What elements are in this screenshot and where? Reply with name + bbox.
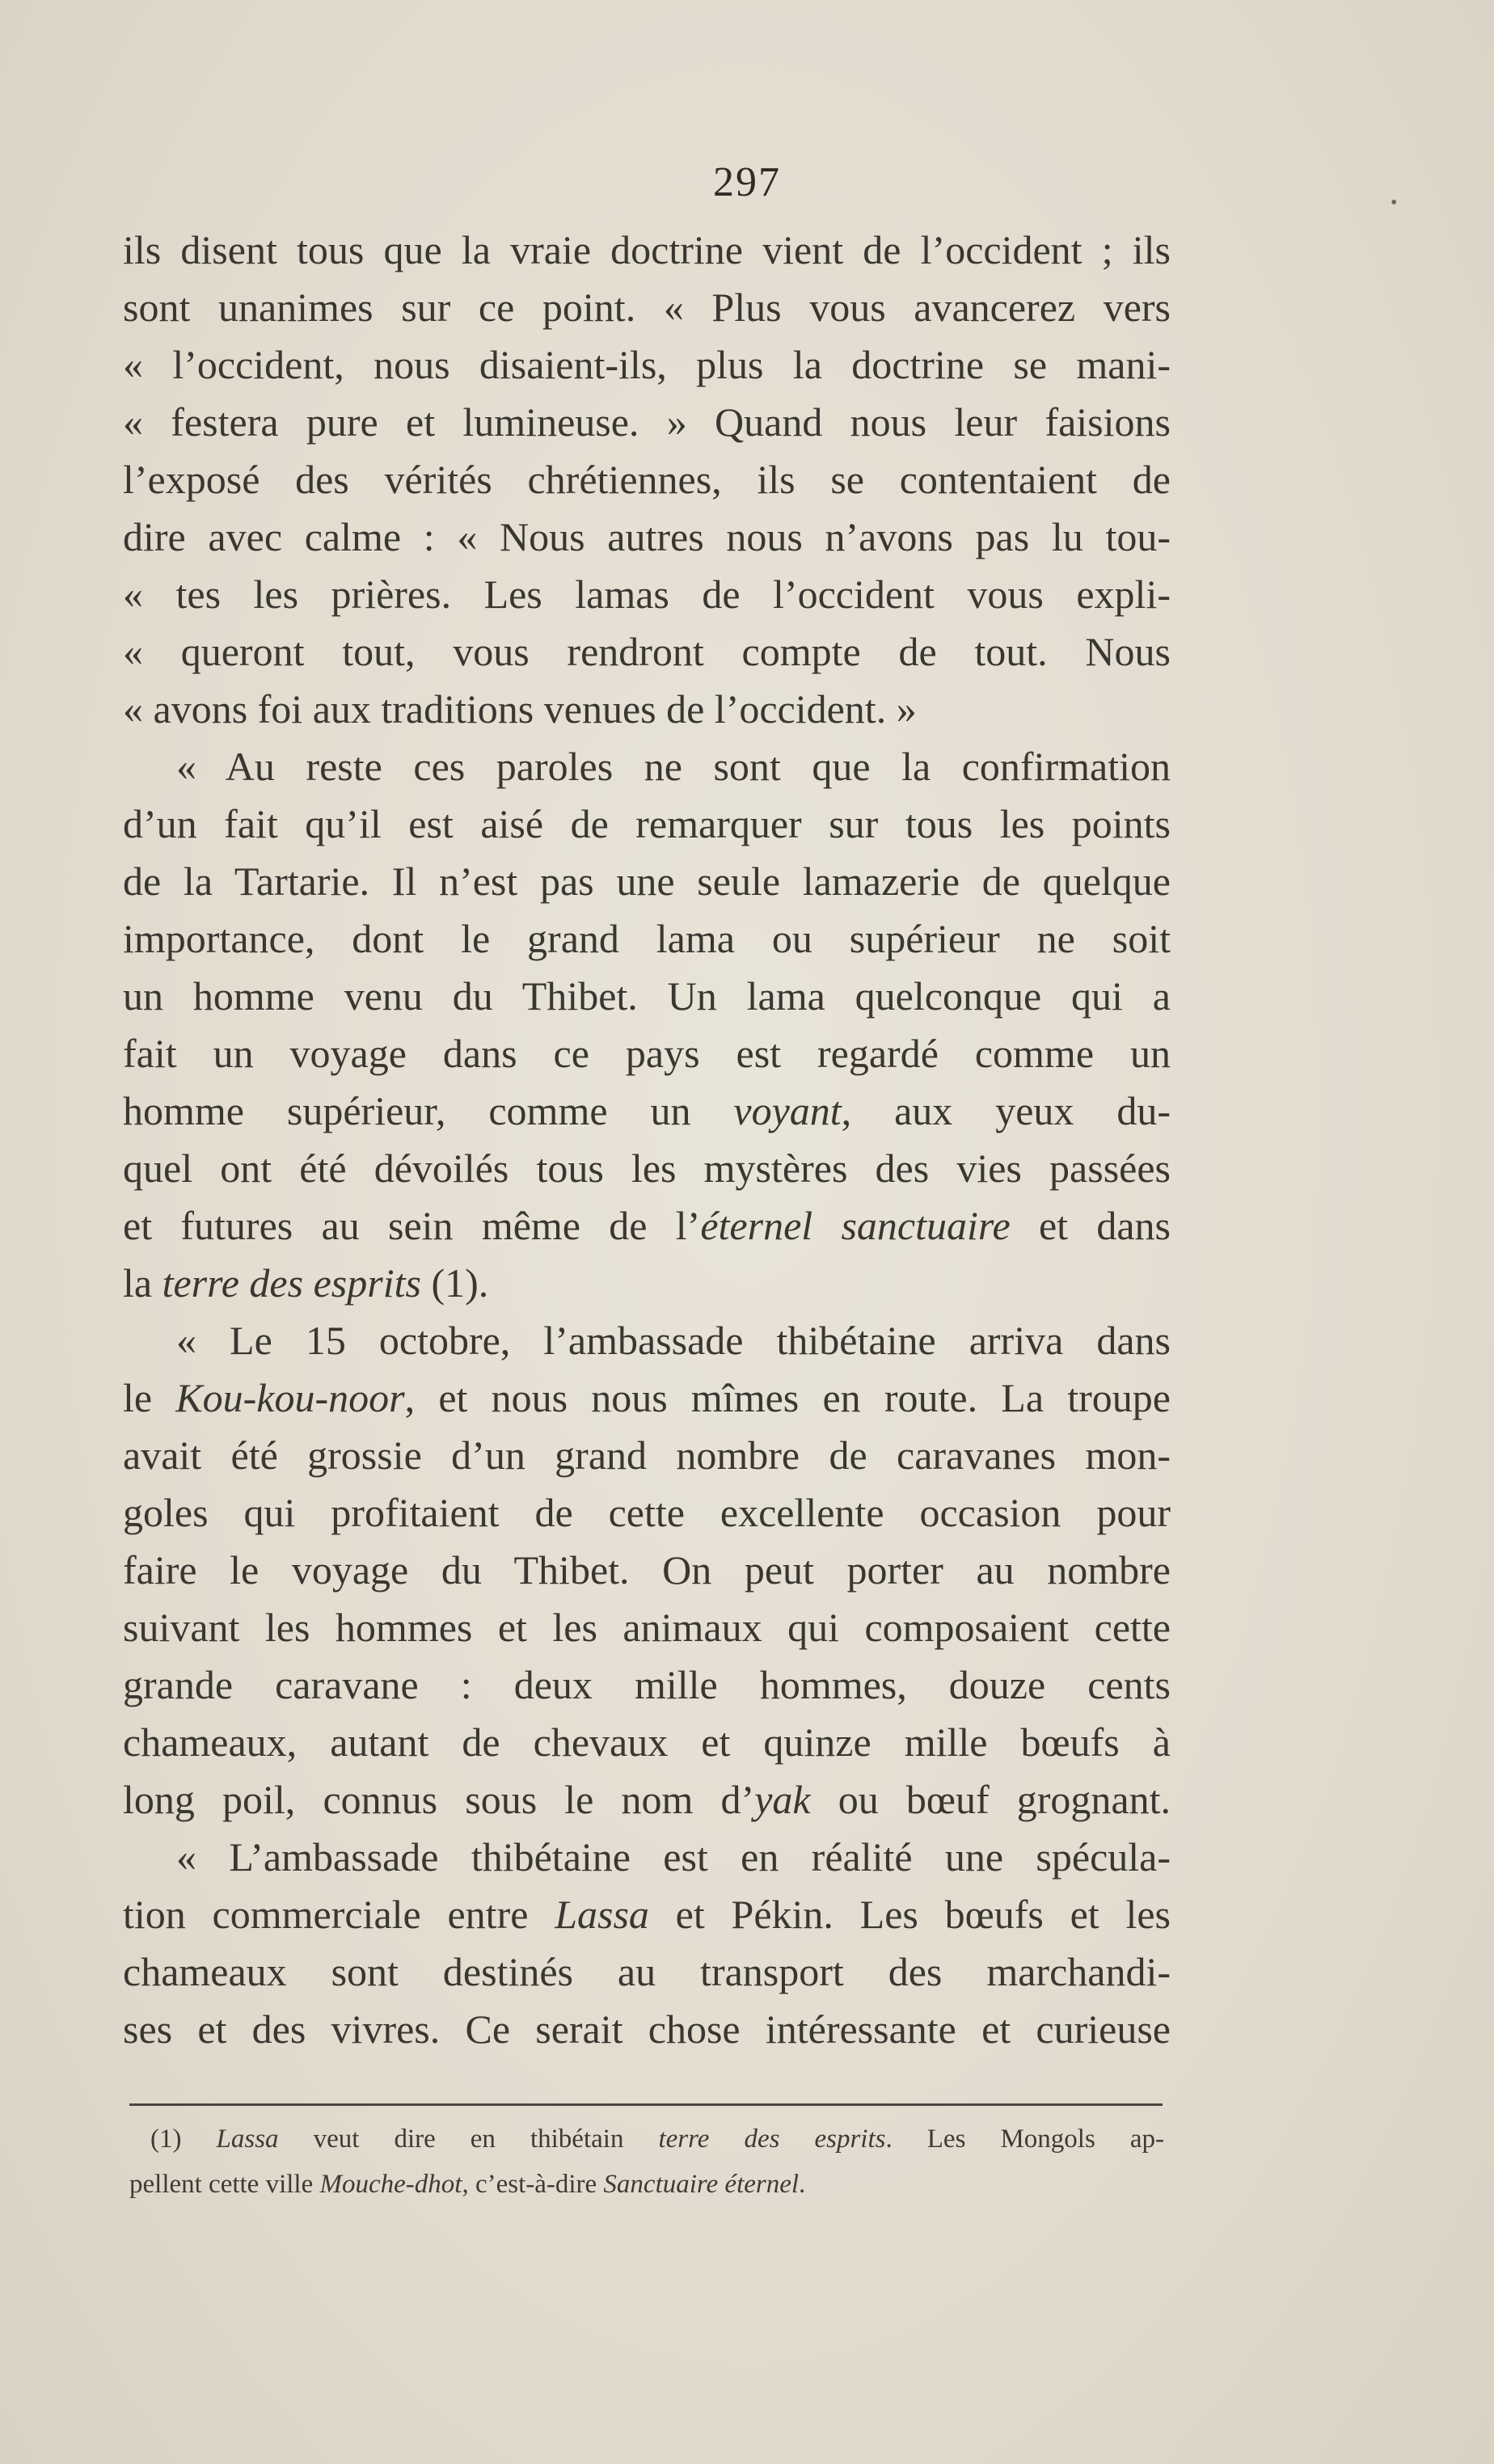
text-run: le bbox=[123, 1375, 176, 1420]
text-line: dire avec calme : « Nous autres nous n’avons pas lu tou- bbox=[123, 514, 1171, 559]
text-line: faire le voyage du Thibet. On peut porter au nombre bbox=[123, 1547, 1171, 1593]
text-run: la bbox=[123, 1260, 162, 1306]
italic-run: Kou-kou-noor bbox=[175, 1375, 405, 1420]
footnote-rule bbox=[129, 2103, 1163, 2106]
text-run: long poil, connus sous le nom d’ bbox=[123, 1777, 755, 1822]
italic-run: Sanctuaire éternel bbox=[603, 2170, 800, 2199]
text-run: homme supérieur, comme un bbox=[123, 1088, 734, 1133]
margin-mark: • bbox=[1391, 192, 1398, 213]
text-run: (1). bbox=[420, 1260, 489, 1306]
text-line: « L’ambassade thibétaine est en réalité une spécula- bbox=[176, 1834, 1171, 1880]
text-line: chameaux, autant de chevaux et quinze mille bœufs à bbox=[123, 1719, 1171, 1765]
text-line bbox=[123, 1771, 1171, 1829]
text-line: suivant les hommes et les animaux qui composaient cette bbox=[123, 1605, 1171, 1650]
text-line: l’exposé des vérités chrétiennes, ils se contentaient de bbox=[123, 457, 1171, 502]
text-line: de la Tartarie. Il n’est pas une seule lamazerie de quelque bbox=[123, 859, 1171, 904]
text-line: « l’occident, nous disaient-ils, plus la doctrine se mani- bbox=[123, 342, 1171, 387]
text-line bbox=[123, 1369, 1171, 1427]
text-line: avait été grossie d’un grand nombre de caravanes mon- bbox=[123, 1432, 1171, 1478]
footnote-line bbox=[129, 2162, 1164, 2207]
text-run: tion commerciale entre bbox=[123, 1892, 555, 1937]
text-run: pellent cette ville bbox=[129, 2170, 320, 2199]
italic-run: voyant bbox=[733, 1088, 842, 1133]
text-line: sont unanimes sur ce point. « Plus vous avancerez vers bbox=[123, 285, 1171, 330]
text-run: . bbox=[799, 2170, 806, 2199]
italic-run: terre des esprits bbox=[658, 2124, 886, 2154]
text-line: ils disent tous que la vraie doctrine vient de l’occident ; ils bbox=[123, 227, 1171, 272]
text-line: importance, dont le grand lama ou supérieur ne soit bbox=[123, 916, 1171, 961]
text-run: . Les Mongols ap- bbox=[885, 2124, 1164, 2154]
italic-run: Lassa bbox=[555, 1892, 649, 1937]
text-run: , aux yeux du- bbox=[841, 1088, 1171, 1133]
text-line: « Au reste ces paroles ne sont que la confirmation bbox=[176, 744, 1171, 789]
text-run: et Pékin. Les bœufs et les bbox=[648, 1892, 1171, 1937]
footnote bbox=[129, 2116, 1164, 2207]
text-line bbox=[123, 1197, 1171, 1255]
text-line: d’un fait qu’il est aisé de remarquer sur tous les points bbox=[123, 801, 1171, 846]
text-run: et dans bbox=[1010, 1203, 1171, 1248]
text-line: « avons foi aux traditions venues de l’occident. » bbox=[123, 686, 917, 732]
text-line: grande caravane : deux mille hommes, douze cents bbox=[123, 1662, 1171, 1707]
text-line: « Le 15 octobre, l’ambassade thibétaine arriva dans bbox=[176, 1318, 1171, 1363]
page-number: 297 bbox=[713, 159, 781, 205]
text-line: un homme venu du Thibet. Un lama quelconque qui a bbox=[123, 973, 1171, 1019]
text-line bbox=[123, 1082, 1171, 1140]
text-line: ses et des vivres. Ce serait chose intéressante et curieuse bbox=[123, 2006, 1171, 2052]
text-line: quel ont été dévoilés tous les mystères des vies passées bbox=[123, 1146, 1171, 1191]
footnote-marker: (1) bbox=[150, 2124, 217, 2154]
text-run: , c’est-à-dire bbox=[462, 2170, 604, 2199]
text-line: goles qui profitaient de cette excellente occasion pour bbox=[123, 1490, 1171, 1535]
footnote-line bbox=[150, 2116, 1164, 2162]
text-run: ou bœuf grognant. bbox=[810, 1777, 1171, 1822]
text-line: fait un voyage dans ce pays est regardé comme un bbox=[123, 1031, 1171, 1076]
text-line: « queront tout, vous rendront compte de tout. Nous bbox=[123, 629, 1171, 674]
italic-run: terre des esprits bbox=[162, 1260, 421, 1306]
text-run: veut dire en thibétain bbox=[278, 2124, 659, 2154]
italic-run: éternel sanctuaire bbox=[700, 1203, 1011, 1248]
text-line bbox=[123, 1886, 1171, 1943]
italic-run: yak bbox=[754, 1777, 811, 1822]
text-line bbox=[123, 1255, 1171, 1312]
text-line: « festera pure et lumineuse. » Quand nous leur faisions bbox=[123, 399, 1171, 445]
text-run: , et nous nous mîmes en route. La troupe bbox=[404, 1375, 1171, 1420]
italic-run: Lassa bbox=[216, 2124, 279, 2154]
text-line: « tes les prières. Les lamas de l’occident vous expli- bbox=[123, 572, 1171, 617]
text-run: et futures au sein même de l’ bbox=[123, 1203, 701, 1248]
body-text bbox=[123, 222, 1171, 2058]
text-line: chameaux sont destinés au transport des marchandi- bbox=[123, 1949, 1171, 1994]
italic-run: Mouche-dhot bbox=[319, 2170, 462, 2199]
